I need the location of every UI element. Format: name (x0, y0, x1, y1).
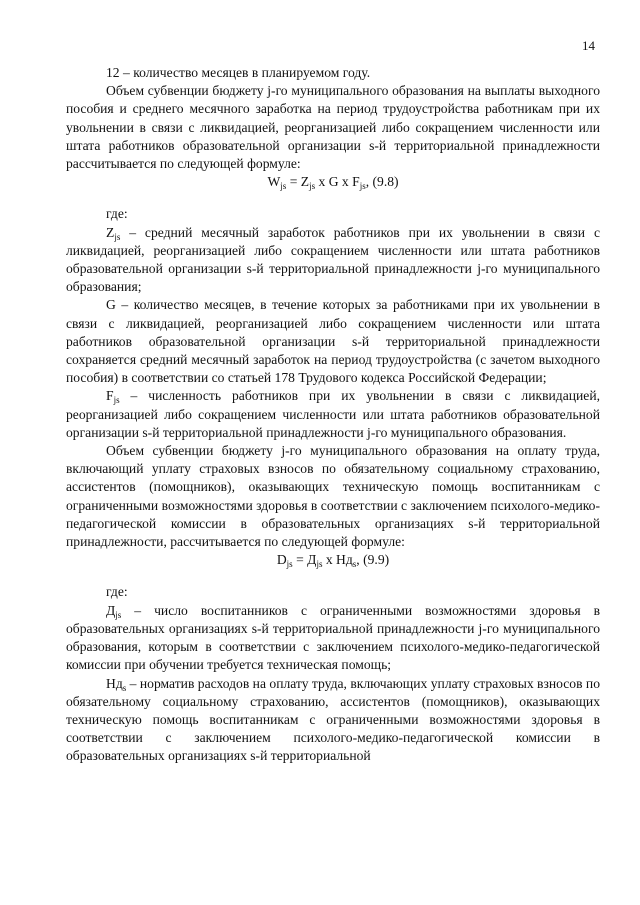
definition-f: $F_{js}$ – численность работников при их увольнении в связи с ликвидацией, реорганизацией либо сокращением численности или штата работников образовательной организации s-й территориальной принадлежности j-го муниципального образования. (66, 388, 600, 440)
formula-9-8: $W_{js} = Z_{js}$ x G x $F_{js}$, (9.8) (267, 174, 399, 192)
page-number: 14 (582, 38, 595, 53)
formula-9-9: $D_{js} = Д_{js}$ x $Нд_s$, (9.9) (276, 552, 390, 570)
where-label: где: (106, 584, 128, 600)
definition-nd: $Нд_s$ – норматив расходов на оплату труда, включающих уплату страховых взносов по обязательному социальному страхованию, ассистентов (помощников), оказывающих техническую помощь воспитанникам с ограниченными возможностями здоровья в соответствии с заключением психолого-медико-педагогической комиссии в образовательных организациях s-й территориальной (66, 675, 600, 764)
definition-d: $Д_{js}$ – число воспитанников с ограниченными возможностями здоровья в образовательных организациях s-й территориальной принадлежности j-го муниципального образования, которым в соответствии с заключением психолого-медико-педагогической комиссии при обучении требуется техническая помощь; (66, 602, 600, 673)
paragraph-subvention-severance: Объем субвенции бюджету j-го муниципального образования на выплаты выходного пособия и среднего месячного заработка на период трудоустройства работникам при их увольнении в связи с ликвидацией, реорганизацией либо сокращением численности или штата работников образовательной организации s-й территориальной принадлежности рассчитывается по следующей формуле: (66, 83, 600, 172)
paragraph-months: 12 – количество месяцев в планируемом году. (106, 65, 371, 80)
document-body (66, 64, 600, 766)
definition-g: G – количество месяцев, в течение которых за работниками при их увольнении в связи с ликвидацией, реорганизацией либо сокращением численности или штата работников образовательной организации s-й территориальной принадлежности сохраняется средний месячный заработок на период трудоустройства (с зачетом выходного пособия) в соответствии со статьей 178 Трудового кодекса Российской Федерации; (66, 297, 600, 386)
where-label: где: (106, 206, 128, 222)
definition-z: $Z_{js}$ – средний месячный заработок работников при их увольнении в связи с ликвидацией, реорганизацией либо сокращением численности или штата работников образовательной организации s-й территориальной принадлежности j-го муниципального образования; (66, 224, 600, 295)
paragraph-subvention-assistants: Объем субвенции бюджету j-го муниципального образования на оплату труда, включающий уплату страховых взносов по обязательному социальному страхованию, ассистентов (помощников), оказывающих техническую помощь воспитанникам с ограниченными возможностями здоровья в соответствии с заключением психолого-медико-педагогической комиссии в образовательных организациях s-й территориальной принадлежности, рассчитывается по следующей формуле: (66, 443, 600, 550)
